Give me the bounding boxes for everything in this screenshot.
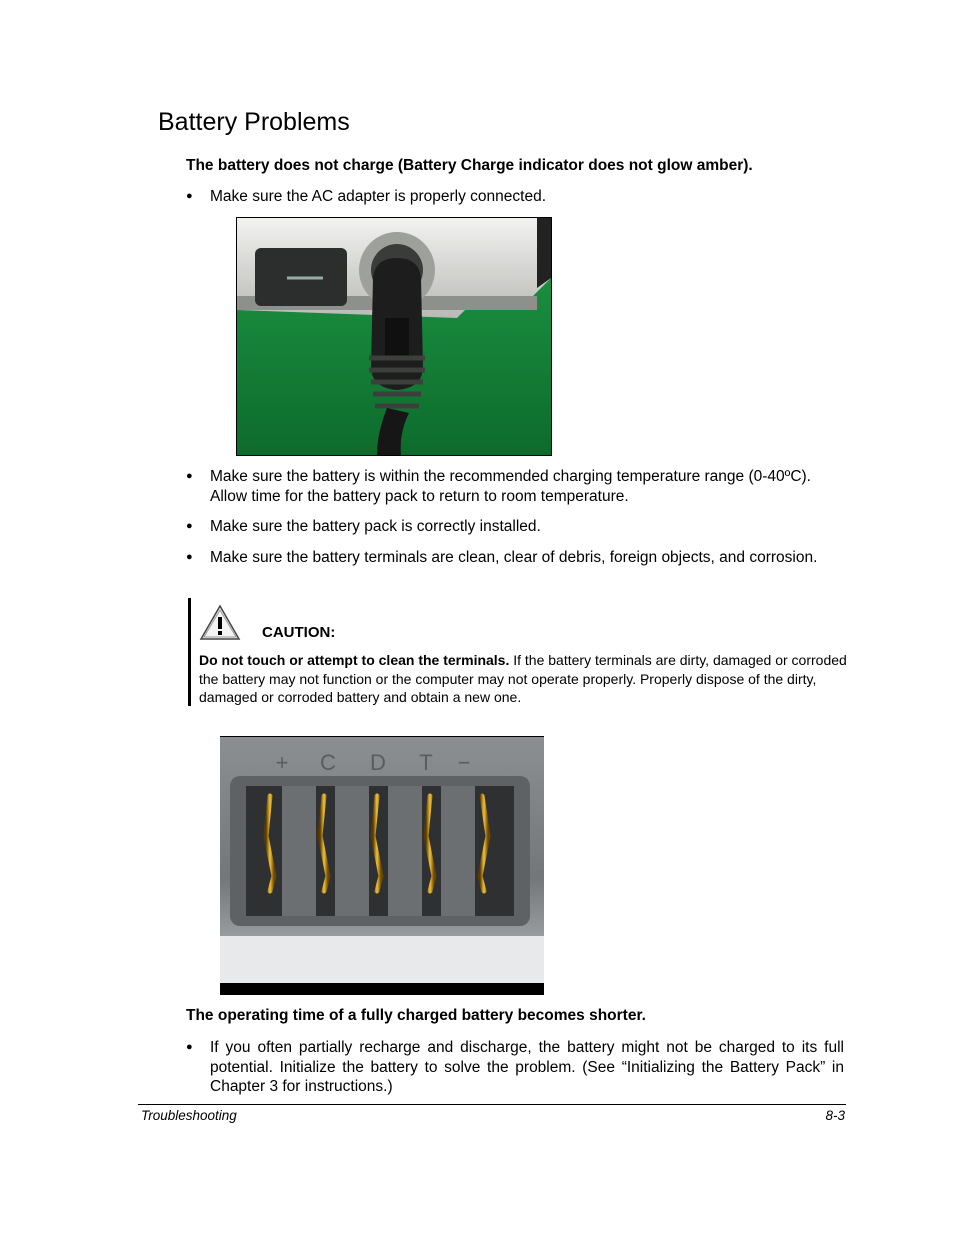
bullet-icon: ● [186, 1041, 193, 1053]
terminal-label: + [275, 750, 289, 775]
bullet-icon: ● [186, 470, 193, 482]
caution-body [199, 651, 851, 707]
caution-bar [188, 598, 191, 706]
caution-text: If the battery terminals are dirty, damaged or corroded the battery may not function or the computer may not operate properly. Properly dispose of the dirty, damaged or corroded battery and obtain a new one. [199, 652, 847, 705]
bullet-text-terminals: Make sure the battery terminals are clean, clear of debris, foreign objects, and corrosion. [210, 549, 818, 566]
list-item [186, 467, 844, 506]
bullet-text-recharge: If you often partially recharge and discharge, the battery might not be charged to its full potential. Initialize the battery to solve the problem. (See “Initializing the Battery Pack” in Chapter 3 for instructions.) [210, 1039, 844, 1095]
bullet-icon: ● [186, 520, 193, 532]
footer-page-number: 8-3 [825, 1108, 845, 1123]
section-heading-no-charge: The battery does not charge (Battery Charge indicator does not glow amber). [186, 157, 753, 174]
terminal-label: − [457, 750, 471, 775]
terminal-label: C [320, 750, 336, 775]
bullet-text-installed: Make sure the battery pack is correctly installed. [210, 518, 541, 535]
list-item [186, 187, 844, 207]
list-item [186, 517, 844, 537]
footer-section-name: Troubleshooting [141, 1108, 237, 1123]
list-item [186, 548, 844, 568]
bullet-icon: ● [186, 190, 193, 202]
footer-divider [138, 1104, 846, 1105]
page-title: Battery Problems [158, 108, 350, 136]
bullet-text-temperature: Make sure the battery is within the recommended charging temperature range (0-40ºC). Allow time for the battery pack to return to room temperature. [210, 468, 811, 505]
caution-title: CAUTION: [262, 624, 336, 641]
battery-terminals-photo [220, 736, 544, 995]
ac-adapter-photo [236, 217, 552, 456]
bullet-text-ac-adapter: Make sure the AC adapter is properly connected. [210, 188, 547, 205]
terminal-label: D [370, 750, 386, 775]
list-item [186, 1038, 844, 1097]
bullet-icon: ● [186, 551, 193, 563]
caution-triangle-icon [199, 604, 241, 642]
section-heading-shorter-time: The operating time of a fully charged battery becomes shorter. [186, 1007, 646, 1024]
caution-lead: Do not touch or attempt to clean the terminals. [199, 652, 510, 668]
terminal-label: T [419, 750, 433, 775]
